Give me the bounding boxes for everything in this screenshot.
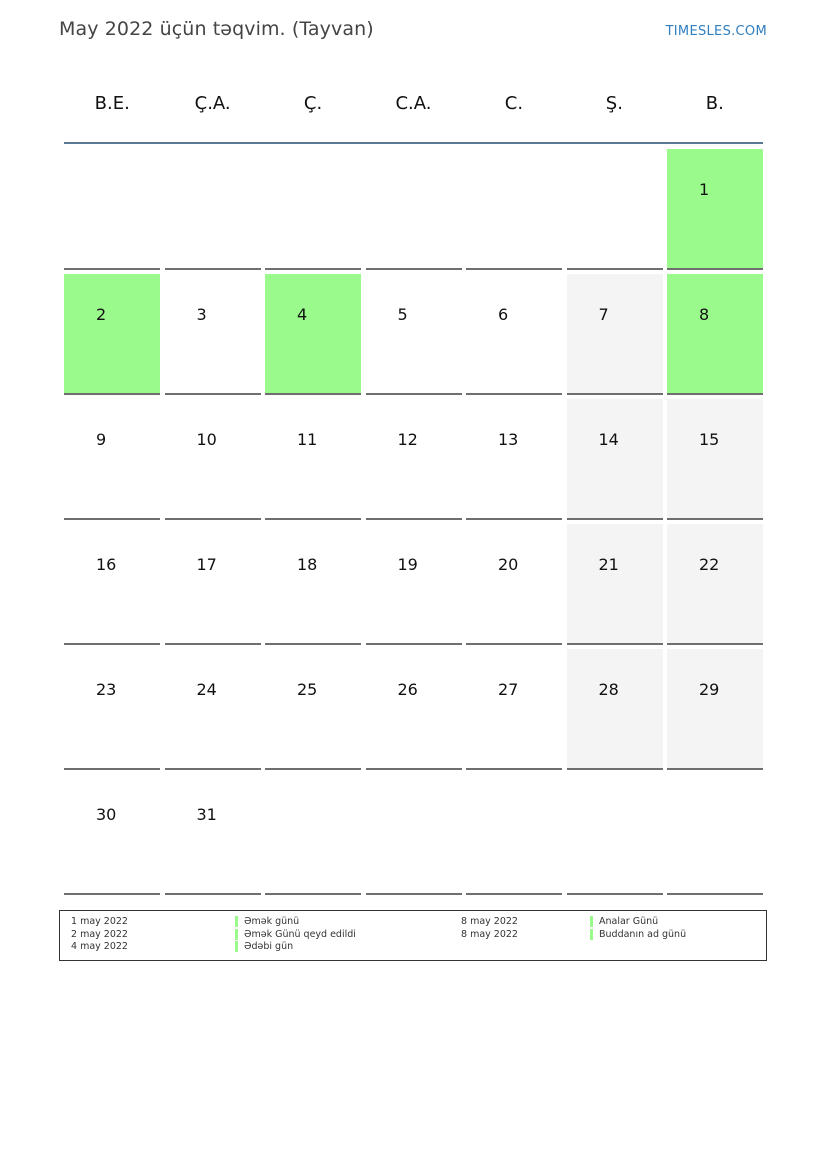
day-number: 9 bbox=[96, 430, 107, 449]
day-number: 25 bbox=[297, 680, 318, 699]
empty-day-cell bbox=[366, 774, 462, 895]
day-number: 30 bbox=[96, 805, 117, 824]
day-number: 21 bbox=[598, 555, 619, 574]
weekday-label: Ş. bbox=[605, 93, 623, 114]
day-cell[interactable] bbox=[567, 274, 663, 395]
day-number: 1 bbox=[699, 180, 710, 199]
day-number: 29 bbox=[699, 680, 720, 699]
day-cell[interactable] bbox=[466, 524, 562, 645]
weekday-label: C. bbox=[504, 93, 524, 114]
day-number: 24 bbox=[196, 680, 217, 699]
day-number: 28 bbox=[598, 680, 619, 699]
day-cell[interactable] bbox=[64, 524, 160, 645]
legend-holiday-name: Ədəbi gün bbox=[235, 941, 293, 952]
day-number: 14 bbox=[598, 430, 619, 449]
day-number: 18 bbox=[297, 555, 318, 574]
day-number: 4 bbox=[297, 305, 308, 324]
day-number: 23 bbox=[96, 680, 117, 699]
holiday-legend bbox=[59, 910, 767, 961]
day-cell[interactable] bbox=[64, 649, 160, 770]
day-number: 19 bbox=[397, 555, 418, 574]
day-number: 22 bbox=[699, 555, 720, 574]
day-cell[interactable] bbox=[165, 649, 261, 770]
legend-date: 8 may 2022 bbox=[461, 916, 518, 927]
day-cell[interactable] bbox=[64, 274, 160, 395]
day-cell[interactable] bbox=[165, 399, 261, 520]
empty-day-cell bbox=[64, 149, 160, 270]
empty-day-cell bbox=[265, 149, 361, 270]
day-cell[interactable] bbox=[165, 524, 261, 645]
day-cell[interactable] bbox=[667, 399, 763, 520]
empty-day-cell bbox=[567, 149, 663, 270]
day-number: 15 bbox=[699, 430, 720, 449]
legend-date: 2 may 2022 bbox=[71, 928, 128, 940]
weekday-label: Ç. bbox=[303, 93, 323, 114]
day-cell[interactable] bbox=[466, 649, 562, 770]
day-number: 12 bbox=[397, 430, 418, 449]
empty-day-cell bbox=[567, 774, 663, 895]
legend-holiday-name: Analar Günü bbox=[590, 916, 658, 927]
day-cell[interactable] bbox=[667, 649, 763, 770]
weekday-label: Ç.A. bbox=[194, 93, 231, 114]
empty-day-cell bbox=[265, 774, 361, 895]
day-cell[interactable] bbox=[64, 774, 160, 895]
legend-holiday-name: Əmək günü bbox=[235, 916, 299, 927]
day-cell[interactable] bbox=[265, 649, 361, 770]
day-number: 13 bbox=[498, 430, 519, 449]
day-cell[interactable] bbox=[567, 399, 663, 520]
calendar-grid bbox=[64, 149, 763, 895]
day-cell[interactable] bbox=[366, 274, 462, 395]
day-number: 6 bbox=[498, 305, 509, 324]
legend-date: 8 may 2022 bbox=[461, 928, 518, 940]
day-cell[interactable] bbox=[165, 274, 261, 395]
page-title: May 2022 üçün təqvim. (Tayvan) bbox=[59, 18, 374, 40]
day-number: 11 bbox=[297, 430, 318, 449]
legend-holiday-name: Əmək Günü qeyd edildi bbox=[235, 929, 356, 940]
empty-day-cell bbox=[466, 149, 562, 270]
day-cell[interactable] bbox=[466, 274, 562, 395]
day-number: 8 bbox=[699, 305, 710, 324]
day-number: 20 bbox=[498, 555, 519, 574]
empty-day-cell bbox=[667, 774, 763, 895]
day-cell[interactable] bbox=[64, 399, 160, 520]
empty-day-cell bbox=[466, 774, 562, 895]
day-cell[interactable] bbox=[165, 774, 261, 895]
day-number: 31 bbox=[196, 805, 217, 824]
day-cell[interactable] bbox=[667, 149, 763, 270]
day-cell[interactable] bbox=[366, 649, 462, 770]
day-cell[interactable] bbox=[466, 399, 562, 520]
day-cell[interactable] bbox=[366, 399, 462, 520]
day-number: 16 bbox=[96, 555, 117, 574]
weekday-label: B.E. bbox=[94, 93, 130, 114]
day-number: 5 bbox=[397, 305, 408, 324]
brand-link[interactable]: TIMESLES.COM bbox=[665, 24, 767, 39]
weekday-label: B. bbox=[705, 93, 724, 114]
day-number: 7 bbox=[598, 305, 609, 324]
day-cell[interactable] bbox=[667, 274, 763, 395]
legend-date: 4 may 2022 bbox=[71, 941, 128, 952]
day-number: 10 bbox=[196, 430, 217, 449]
day-cell[interactable] bbox=[366, 524, 462, 645]
day-cell[interactable] bbox=[265, 399, 361, 520]
day-cell[interactable] bbox=[567, 649, 663, 770]
day-number: 26 bbox=[397, 680, 418, 699]
day-number: 3 bbox=[196, 305, 207, 324]
weekday-label: C.A. bbox=[395, 93, 432, 114]
day-cell[interactable] bbox=[567, 524, 663, 645]
day-number: 27 bbox=[498, 680, 519, 699]
legend-holiday-name: Buddanın ad günü bbox=[590, 929, 686, 940]
day-cell[interactable] bbox=[265, 274, 361, 395]
legend-date: 1 may 2022 bbox=[71, 916, 128, 927]
day-number: 2 bbox=[96, 305, 107, 324]
empty-day-cell bbox=[165, 149, 261, 270]
header-divider bbox=[64, 142, 763, 144]
day-cell[interactable] bbox=[265, 524, 361, 645]
day-number: 17 bbox=[196, 555, 217, 574]
day-cell[interactable] bbox=[667, 524, 763, 645]
weekday-header-row bbox=[62, 80, 765, 128]
empty-day-cell bbox=[366, 149, 462, 270]
